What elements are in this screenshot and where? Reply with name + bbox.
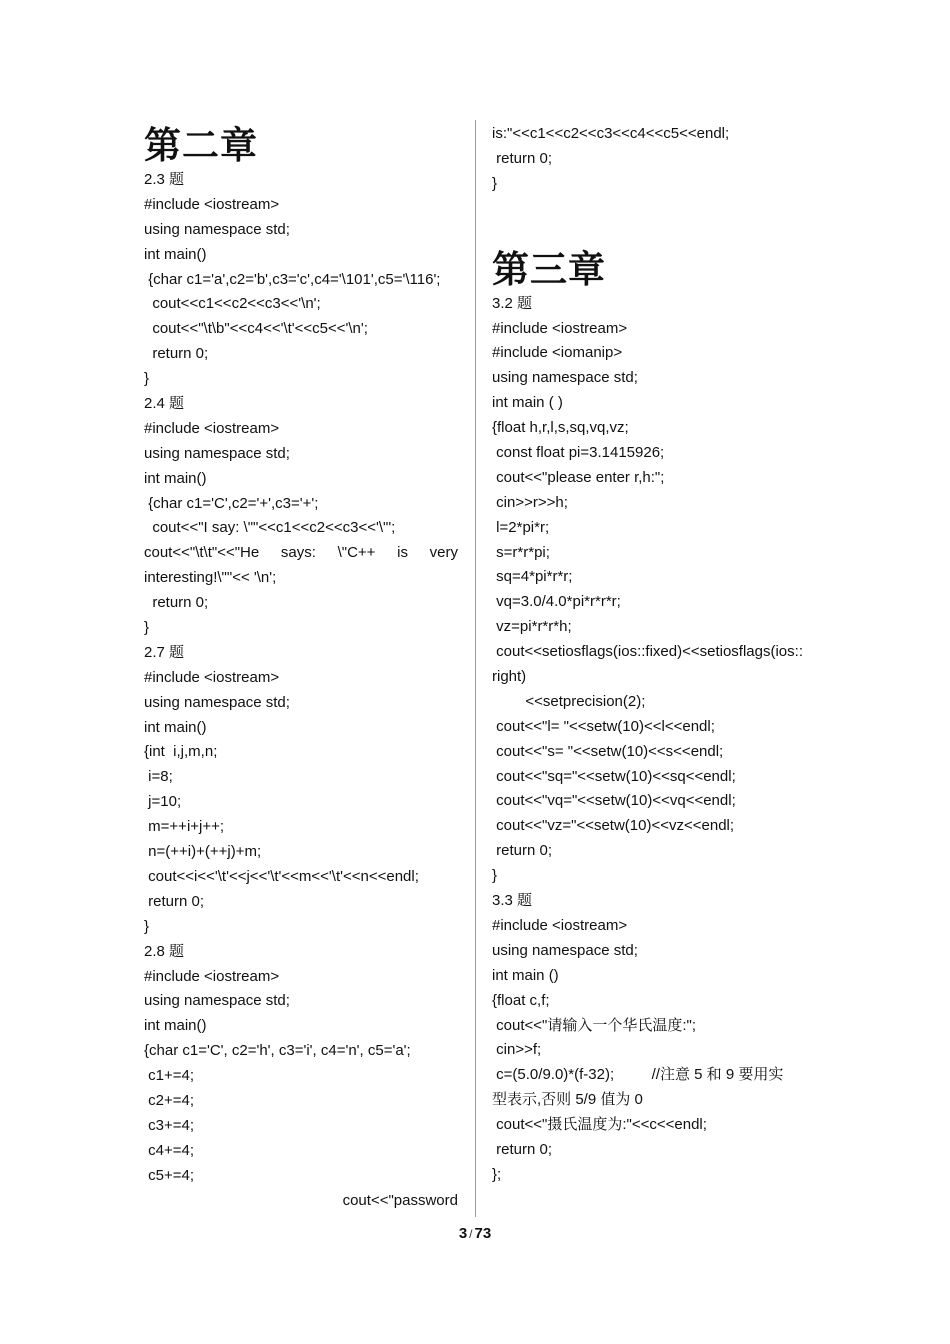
text-line: c=(5.0/9.0)*(f-32); //注意 5 和 9 要用实 xyxy=(492,1066,784,1084)
text-line: c1+=4; xyxy=(144,1067,195,1085)
text-line: {int i,j,m,n; xyxy=(144,743,218,761)
text-line: #include <iostream> xyxy=(492,319,628,337)
text-line: cout<<"摄氏温度为:"<<c<<endl; xyxy=(492,1116,707,1134)
text-line: int main ( ) xyxy=(492,394,563,412)
text-line: n=(++i)+(++j)+m; xyxy=(144,843,262,861)
page-total: 73 xyxy=(474,1225,492,1242)
text-line: cout<<"\t\t"<<"He says: \"C++ is very xyxy=(144,544,458,562)
text-line: {float c,f; xyxy=(492,991,550,1009)
text-line: return 0; xyxy=(144,345,209,363)
text-line: cout<<"password xyxy=(342,1191,458,1209)
text-line: cout<<"s= "<<setw(10)<<s<<endl; xyxy=(492,742,724,760)
text-line: <<setprecision(2); xyxy=(492,692,646,710)
text-line: return 0; xyxy=(492,1140,553,1158)
text-line: l=2*pi*r; xyxy=(492,518,550,536)
text-line: using namespace std; xyxy=(144,220,290,238)
text-line: return 0; xyxy=(144,892,205,910)
text-line: c4+=4; xyxy=(144,1141,195,1159)
right-code-lines xyxy=(492,292,810,1188)
text-line: c3+=4; xyxy=(144,1116,195,1134)
text-line: int main() xyxy=(144,718,207,736)
text-line: vq=3.0/4.0*pi*r*r*r; xyxy=(492,593,621,611)
section-gap xyxy=(492,197,810,246)
column-divider xyxy=(475,120,476,1217)
text-line: j=10; xyxy=(144,793,182,811)
text-line: } xyxy=(144,619,150,637)
text-line: #include <iostream> xyxy=(144,419,280,437)
text-line: #include <iostream> xyxy=(144,668,280,686)
text-line: #include <iostream> xyxy=(492,916,628,934)
text-line: cout<<"sq="<<setw(10)<<sq<<endl; xyxy=(492,767,736,785)
text-line: return 0; xyxy=(492,149,553,167)
text-line: is:"<<c1<<c2<<c3<<c4<<c5<<endl; xyxy=(492,125,730,142)
text-line: int main() xyxy=(144,245,207,263)
text-line: } xyxy=(492,174,498,192)
text-line: interesting!\""<< '\n'; xyxy=(144,569,277,587)
text-line: cout<<"请输入一个华氏温度:"; xyxy=(492,1016,697,1034)
text-line: c2+=4; xyxy=(144,1091,195,1109)
text-line: 型表示,否则 5/9 值为 0 xyxy=(492,1091,643,1109)
text-line: int main() xyxy=(144,469,207,487)
text-line: using namespace std; xyxy=(492,941,638,959)
text-line: cout<<setiosflags(ios::fixed)<<setiosflags(ios:: xyxy=(492,643,803,661)
text-line: 2.8 题 xyxy=(144,942,185,960)
page-current: 3 xyxy=(458,1225,468,1242)
text-line: cout<<"vz="<<setw(10)<<vz<<endl; xyxy=(492,817,735,835)
text-line: 3.3 题 xyxy=(492,892,533,910)
text-line: int main() xyxy=(144,1017,207,1035)
text-line: #include <iostream> xyxy=(144,967,280,985)
chapter-3-heading: 第三章 xyxy=(492,246,606,291)
text-line: } xyxy=(144,917,150,935)
text-line: #include <iomanip> xyxy=(492,344,623,362)
text-line: using namespace std; xyxy=(144,444,290,462)
text-line: return 0; xyxy=(144,594,209,612)
text-line: s=r*r*pi; xyxy=(492,543,550,561)
text-line: m=++i+j++; xyxy=(144,818,225,836)
text-line: cout<<"please enter r,h:"; xyxy=(492,468,665,486)
left-code-lines xyxy=(144,168,458,1213)
page-separator: / xyxy=(469,1227,473,1241)
text-line: } xyxy=(492,867,498,885)
text-line: #include <iostream> xyxy=(144,195,280,213)
text-line: {float h,r,l,s,sq,vq,vz; xyxy=(492,419,629,437)
text-line: cout<<"\t\b"<<c4<<'\t'<<c5<<'\n'; xyxy=(144,320,368,338)
text-line: 2.4 题 xyxy=(144,395,185,413)
page-number xyxy=(0,1225,950,1242)
text-line: cout<<i<<'\t'<<j<<'\t'<<m<<'\t'<<n<<endl; xyxy=(144,867,419,885)
text-line: cin>>f; xyxy=(492,1041,542,1059)
text-line: cout<<"vq="<<setw(10)<<vq<<endl; xyxy=(492,792,736,810)
text-line: using namespace std; xyxy=(144,992,290,1010)
text-line: 3.2 题 xyxy=(492,294,533,312)
text-line: 2.7 题 xyxy=(144,643,185,661)
right-continued-lines xyxy=(492,122,810,197)
chapter-2-heading: 第二章 xyxy=(144,123,258,167)
text-line: vz=pi*r*r*h; xyxy=(492,618,572,636)
text-line: cin>>r>>h; xyxy=(492,493,568,511)
text-line: using namespace std; xyxy=(492,369,638,387)
text-line: {char c1='a',c2='b',c3='c',c4='\101',c5='\116'; xyxy=(144,270,441,288)
text-line: return 0; xyxy=(492,842,553,860)
left-column xyxy=(144,122,458,1213)
text-line: {char c1='C',c2='+',c3='+'; xyxy=(144,494,319,512)
text-line: c5+=4; xyxy=(144,1166,195,1184)
text-line: cout<<"I say: \""<<c1<<c2<<c3<<'\"'; xyxy=(144,519,396,537)
text-line: using namespace std; xyxy=(144,693,290,711)
text-line: {char c1='C', c2='h', c3='i', c4='n', c5='a'; xyxy=(144,1042,411,1060)
text-line: i=8; xyxy=(144,768,173,786)
text-line: int main () xyxy=(492,966,559,984)
text-line: sq=4*pi*r*r; xyxy=(492,568,573,586)
text-line: cout<<"l= "<<setw(10)<<l<<endl; xyxy=(492,717,715,735)
text-line: right) xyxy=(492,668,527,686)
text-line: } xyxy=(144,370,150,388)
text-line: }; xyxy=(492,1165,502,1183)
text-line: cout<<c1<<c2<<c3<<'\n'; xyxy=(144,295,321,313)
text-line: 2.3 题 xyxy=(144,171,185,188)
text-line: const float pi=3.1415926; xyxy=(492,444,665,462)
right-column xyxy=(492,122,810,1188)
